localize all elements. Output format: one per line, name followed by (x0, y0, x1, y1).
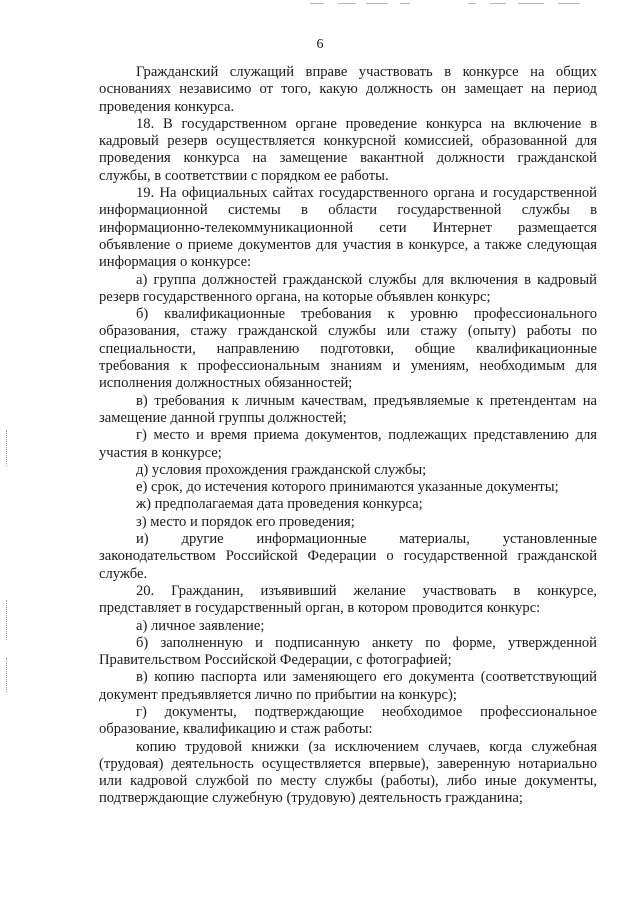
scan-artifact-left-edge (6, 658, 9, 692)
scan-artifact-left-edge (6, 600, 9, 640)
list-item-19v: в) требования к личным качествам, предъявляемые к претендентам на замещение данной группы должностей; (99, 392, 597, 426)
scan-artifact-top (300, 3, 590, 7)
document-body (99, 64, 597, 808)
page-number: 6 (316, 37, 324, 52)
paragraph-participation: Гражданский служащий вправе участвовать в конкурсе на общих основаниях независимо от того, какую должность он замещает на период проведения конкурса. (99, 64, 597, 115)
list-item-20v: в) копию паспорта или заменяющего его документа (соответствующий документ предъявляется лично по прибытии на конкурс); (99, 669, 597, 703)
list-item-20b: б) заполненную и подписанную анкету по форме, утвержденной Правительством Российской Федерации, с фотографией; (99, 634, 597, 669)
paragraph-20: 20. Гражданин, изъявивший желание участвовать в конкурсе, представляет в государственный орган, в котором проводится конкурс: (99, 582, 597, 617)
list-item-19a: а) группа должностей гражданской службы для включения в кадровый резерв государственного органа, на которые объявлен конкурс; (99, 271, 597, 305)
list-item-20g-work-book: копию трудовой книжки (за исключением случаев, когда служебная (трудовая) деятельность осуществляется впервые), заверенную нотариально или кадровой службой по месту службы (работы), либо иные документы, подтверждающие служебную (трудовую) деятельность гражданина; (99, 738, 597, 807)
list-item-19i: и) другие информационные материалы, установленные законодательством Российской Федерации о государственной гражданской службе. (99, 531, 597, 582)
list-item-19g: г) место и время приема документов, подлежащих представлению для участия в конкурсе; (99, 427, 597, 461)
scan-artifact-left-edge (6, 430, 9, 466)
list-item-19d: д) условия прохождения гражданской службы; (136, 461, 427, 478)
list-item-20g: г) документы, подтверждающие необходимое профессиональное образование, квалификацию и стаж работы: (99, 703, 597, 738)
list-item-20a: а) личное заявление; (136, 617, 265, 634)
list-item-19z: з) место и порядок его проведения; (136, 513, 355, 530)
paragraph-18: 18. В государственном органе проведение конкурса на включение в кадровый резерв осуществляется конкурсной комиссией, образованной для проведения конкурса на замещение вакантной должности гражданской службы, в соответствии с порядком ее работы. (99, 115, 597, 184)
list-item-19b: б) квалификационные требования к уровню профессионального образования, стажу гражданской службы или стажу (опыту) работы по специальности, направлению подготовки, общие квалификационные требования к профессиональным знаниям и умениям, необходимым для исполнения должностных обязанностей; (99, 306, 597, 392)
list-item-19e: е) срок, до истечения которого принимаются указанные документы; (136, 479, 559, 496)
list-item-19zh: ж) предполагаемая дата проведения конкурса; (136, 496, 423, 513)
paragraph-19: 19. На официальных сайтах государственного органа и государственной информационной системы в области государственной службы в информационно-телекоммуникационной сети Интернет размещается объявление о приеме документов для участия в конкурсе, а также следующая информация о конкурсе: (99, 185, 597, 271)
